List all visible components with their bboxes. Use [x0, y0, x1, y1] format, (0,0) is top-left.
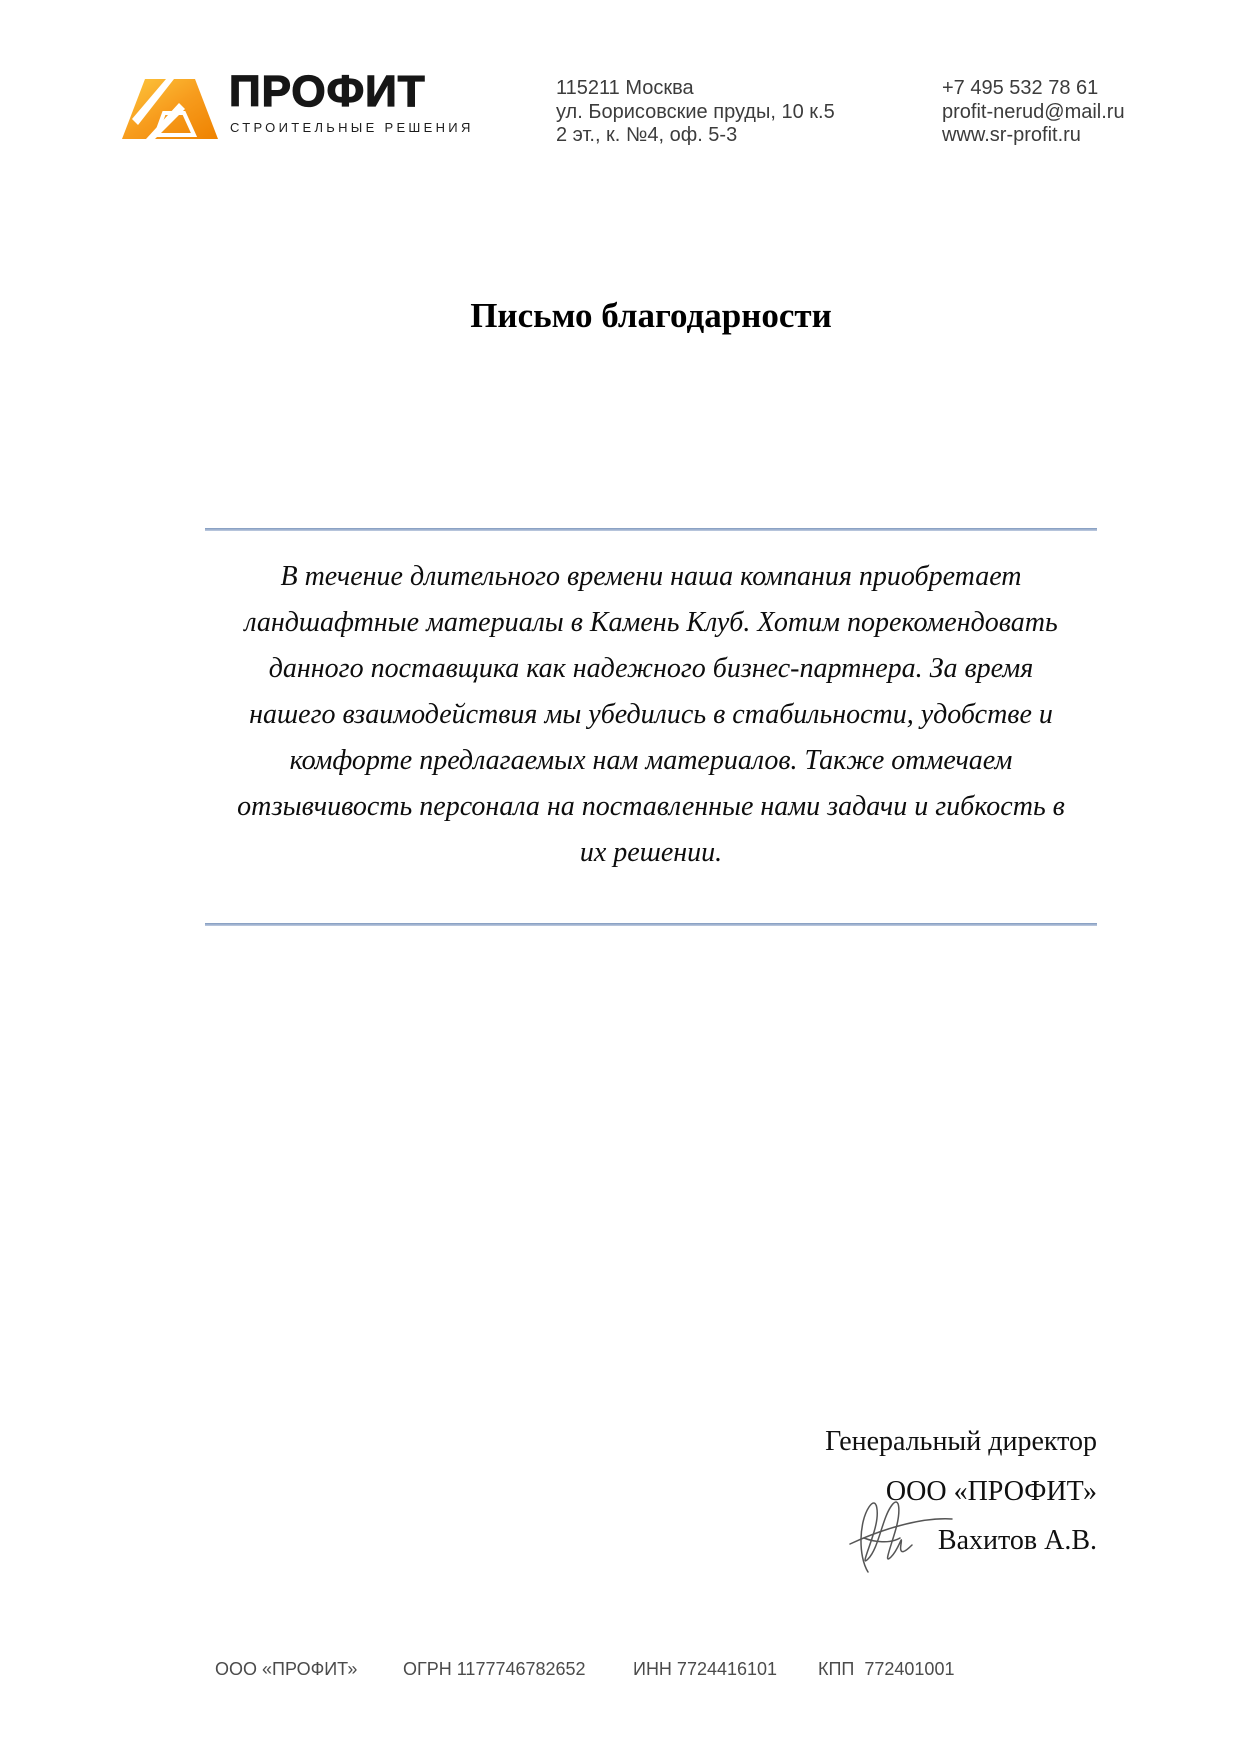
signatory-name: Вахитов А.В. — [937, 1525, 1097, 1556]
brand-tagline: СТРОИТЕЛЬНЫЕ РЕШЕНИЯ — [230, 120, 474, 135]
footer-kpp: КПП 772401001 — [818, 1659, 955, 1679]
footer-company: ООО «ПРОФИТ» — [215, 1659, 358, 1679]
signatory-role: Генеральный директор — [825, 1426, 1097, 1457]
body-line: их решении. — [579, 837, 723, 868]
body-line: отзывчивость персонала на поставленные нами задачи и гибкость в — [237, 791, 1065, 822]
body-line: данного поставщика как надежного бизнес-партнера. За время — [268, 653, 1034, 684]
email-address: profit-nerud@mail.ru — [942, 100, 1125, 123]
body-line: комфорте предлагаемых нам материалов. Также отмечаем — [289, 745, 1013, 776]
letter-body — [205, 554, 1097, 876]
body-line: ландшафтные материалы в Камень Клуб. Хотим порекомендовать — [244, 607, 1058, 638]
phone-number: +7 495 532 78 61 — [942, 77, 1099, 99]
company-contacts — [942, 77, 1125, 148]
footer-ogrn: ОГРН 1177746782652 — [403, 1659, 586, 1679]
document-title: Письмо благодарности — [470, 296, 832, 335]
body-line: нашего взаимодействия мы убедились в стабильности, удобстве и — [249, 699, 1053, 730]
website-url: www.sr-profit.ru — [942, 124, 1081, 146]
body-line: В течение длительного времени наша компания приобретает — [280, 561, 1022, 592]
brand-name: ПРОФИТ — [229, 67, 426, 116]
address-line-1: 115211 Москва — [556, 77, 694, 99]
company-address — [556, 77, 835, 148]
divider-top — [205, 528, 1097, 531]
address-line-3: 2 эт., к. №4, оф. 5-3 — [556, 124, 738, 146]
address-line-2: ул. Борисовские пруды, 10 к.5 — [556, 100, 835, 123]
footer-inn: ИНН 7724416101 — [633, 1659, 778, 1679]
signatory-company: ООО «ПРОФИТ» — [885, 1476, 1097, 1507]
divider-bottom — [205, 923, 1097, 926]
profit-logo-icon — [122, 79, 218, 139]
